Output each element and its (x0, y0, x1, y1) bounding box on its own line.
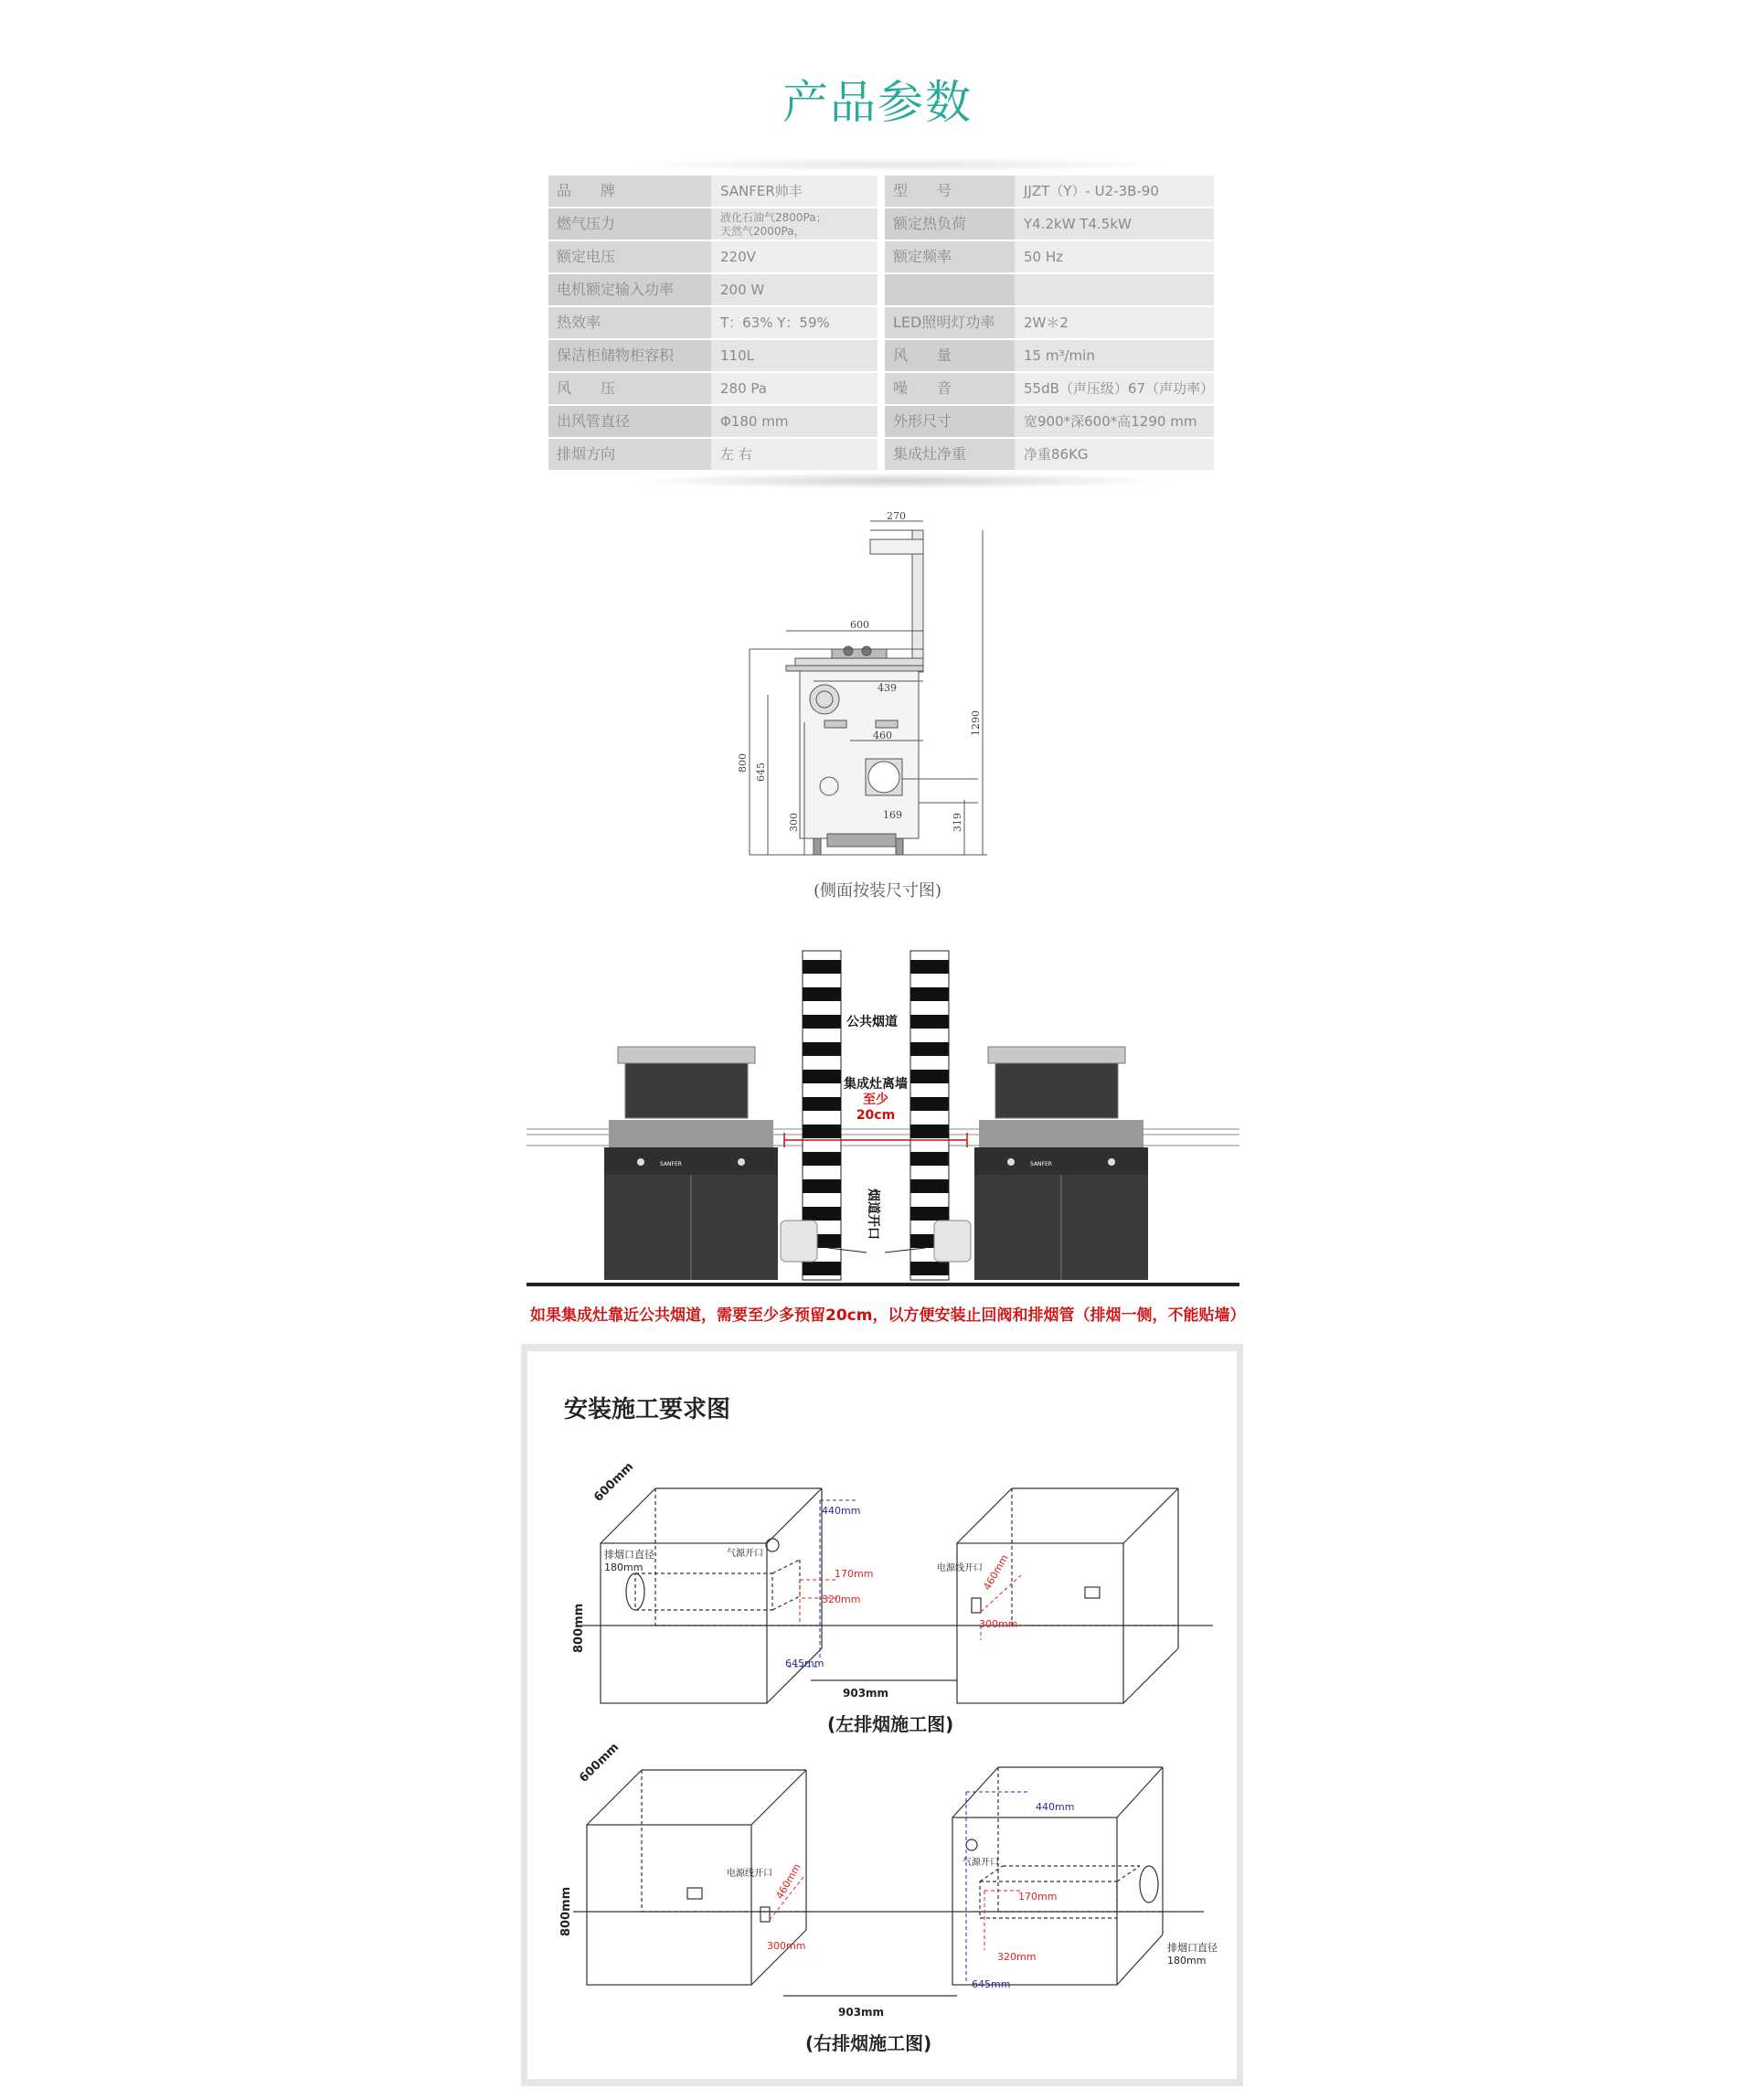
flue-stripe (803, 1015, 841, 1029)
left-dim-800: 800mm (572, 1603, 586, 1653)
left-dim-440: 440mm (822, 1505, 861, 1517)
spec-row (885, 176, 1214, 207)
spec-row (548, 406, 878, 437)
left-power-label: 电源线开口 (937, 1563, 983, 1573)
right-exhaust-diagram (573, 1767, 1207, 1996)
left-dim-300: 300mm (979, 1618, 1018, 1630)
spec-value: 280 Pa (711, 373, 878, 404)
spec-key: 集成灶净重 (885, 439, 1015, 470)
flue-stripe (803, 987, 841, 1001)
spec-value: 净重86KG (1015, 439, 1214, 470)
spec-value: 15 m³/min (1015, 340, 1214, 371)
flue-stripe (910, 1207, 949, 1221)
spec-value: 2W＊2 (1015, 307, 1214, 338)
spec-key (885, 274, 1015, 305)
right-exhaust-size: 180mm (1167, 1955, 1207, 1967)
left-stove (604, 1047, 778, 1280)
dim-800: 800 (737, 753, 749, 773)
spec-key: 外形尺寸 (885, 406, 1015, 437)
table-top-shadow (631, 157, 1170, 172)
spec-row (885, 406, 1214, 437)
spec-table (548, 176, 1214, 477)
left-dim-903: 903mm (843, 1687, 889, 1700)
flue-stripe (910, 1097, 949, 1111)
flue-stripe (803, 1179, 841, 1193)
spec-row (885, 208, 1214, 240)
right-dim-645: 645mm (972, 1978, 1011, 1990)
spec-value: Y4.2kW T4.5kW (1015, 208, 1214, 240)
spec-value: 220V (711, 241, 878, 272)
flue-stripe (910, 1152, 949, 1166)
spec-value: 110L (711, 340, 878, 371)
spec-key: 额定热负荷 (885, 208, 1015, 240)
flue-stripe (803, 1207, 841, 1221)
spec-key: 热效率 (548, 307, 711, 338)
spec-row (885, 439, 1214, 470)
table-bottom-shadow (631, 473, 1170, 489)
side-drawing-caption: (侧面按装尺寸图) (813, 881, 942, 901)
flue-stripe (910, 1015, 949, 1029)
dim-319: 319 (952, 813, 963, 832)
right-exhaust-label: 排烟口直径 (1167, 1942, 1218, 1954)
spec-value: T：63% Y：59% (711, 307, 878, 338)
flue-label: 公共烟道 (846, 1015, 898, 1029)
right-dim-320: 320mm (997, 1951, 1037, 1963)
left-dim-600: 600mm (591, 1459, 637, 1505)
spec-key: 保洁柜储物柜容积 (548, 340, 711, 371)
spec-key: 噪 音 (885, 373, 1015, 404)
spec-row (548, 274, 878, 305)
distance-value: 20cm (856, 1108, 896, 1123)
left-dim-645: 645mm (785, 1658, 824, 1669)
flue-stripe (910, 987, 949, 1001)
spec-value: 55dB（声压级）67（声功率） (1015, 373, 1214, 404)
spec-key: 风 量 (885, 340, 1015, 371)
flue-stripe (803, 1152, 841, 1166)
right-dim-800: 800mm (559, 1886, 573, 1936)
right-gas-label: 气源开口 (963, 1858, 999, 1868)
spec-value: 液化石油气2800Pa； 天然气2000Pa， (711, 208, 878, 240)
flue-stripe (910, 1262, 949, 1275)
flue-stripe (803, 1042, 841, 1056)
right-caption: (右排烟施工图) (805, 2032, 932, 2054)
left-dim-460: 460mm (981, 1552, 1011, 1593)
dim-600: 600 (850, 619, 869, 631)
right-dim-903: 903mm (838, 2006, 885, 2019)
spec-value: 左 右 (711, 439, 878, 470)
left-caption: (左排烟施工图) (827, 1713, 954, 1735)
spec-row (548, 176, 878, 207)
dim-439: 439 (878, 682, 897, 694)
right-dim-600: 600mm (577, 1740, 622, 1786)
spec-row (885, 241, 1214, 272)
spec-row (548, 241, 878, 272)
spec-key: LED照明灯功率 (885, 307, 1015, 338)
left-exhaust-diagram (582, 1488, 1213, 1703)
spec-key: 排烟方向 (548, 439, 711, 470)
flue-diagram (526, 946, 1239, 1294)
dim-169: 169 (883, 809, 902, 821)
spec-value: 50 Hz (1015, 241, 1214, 272)
spec-row (548, 208, 878, 240)
spec-row (548, 373, 878, 404)
spec-key: 出风管直径 (548, 406, 711, 437)
spec-value: SANFER帅丰 (711, 176, 878, 207)
left-brand: SANFER (660, 1161, 682, 1167)
right-power-label: 电源线开口 (727, 1869, 772, 1879)
left-exhaust-label: 排烟口直径 (604, 1549, 654, 1561)
flue-stripe (910, 960, 949, 974)
right-dim-460: 460mm (773, 1861, 803, 1902)
dim-300: 300 (788, 813, 800, 832)
flue-stripe (803, 1097, 841, 1111)
spec-value: 宽900*深600*高1290 mm (1015, 406, 1214, 437)
flue-stripe (803, 1262, 841, 1275)
spec-row (885, 274, 1214, 305)
install-diagrams (527, 1351, 1237, 2079)
distance-label: 集成灶离墙 (844, 1077, 908, 1092)
spec-row (548, 307, 878, 338)
spec-key: 额定电压 (548, 241, 711, 272)
min-label: 至少 (863, 1093, 888, 1107)
dim-1290: 1290 (970, 710, 982, 736)
right-dim-170: 170mm (1018, 1891, 1058, 1903)
left-dim-320: 320mm (822, 1594, 861, 1605)
opening-label: 烟道开口 (866, 1189, 880, 1240)
spec-row (548, 340, 878, 371)
right-dim-440: 440mm (1036, 1801, 1075, 1813)
flue-stripe (803, 960, 841, 974)
page-title: 产品参数 (782, 76, 973, 129)
install-heading: 安装施工要求图 (564, 1396, 731, 1423)
spec-key: 型 号 (885, 176, 1015, 207)
spec-key: 燃气压力 (548, 208, 711, 240)
spec-row (548, 439, 878, 470)
spec-value: JJZT（Y）- U2-3B-90 (1015, 176, 1214, 207)
spec-row (885, 373, 1214, 404)
spec-key: 风 压 (548, 373, 711, 404)
left-dim-170: 170mm (835, 1568, 874, 1580)
spec-row (885, 340, 1214, 371)
spec-value: 200 W (711, 274, 878, 305)
spec-key: 额定频率 (885, 241, 1015, 272)
spec-key: 品 牌 (548, 176, 711, 207)
flue-stripe (910, 1179, 949, 1193)
spec-value (1015, 274, 1214, 305)
dim-460: 460 (873, 730, 892, 741)
side-install-drawing (713, 512, 1042, 896)
dim-270: 270 (887, 512, 906, 522)
spec-key: 电机额定输入功率 (548, 274, 711, 305)
left-exhaust-size: 180mm (604, 1562, 644, 1573)
flue-stripe (910, 1070, 949, 1083)
dim-645: 645 (755, 762, 767, 782)
right-brand: SANFER (1030, 1161, 1052, 1167)
flue-note: 如果集成灶靠近公共烟道，需要至少多预留20cm，以方便安装止回阀和排烟管（排烟一侧，不能贴墙） (530, 1306, 1246, 1325)
right-stove (974, 1047, 1148, 1280)
right-dim-300: 300mm (767, 1940, 806, 1952)
flue-stripe (803, 1125, 841, 1138)
flue-stripe (803, 1070, 841, 1083)
spec-value: Φ180 mm (711, 406, 878, 437)
flue-stripe (910, 1042, 949, 1056)
left-gas-label: 气源开口 (727, 1549, 763, 1559)
flue-stripe (910, 1125, 949, 1138)
spec-row (885, 307, 1214, 338)
